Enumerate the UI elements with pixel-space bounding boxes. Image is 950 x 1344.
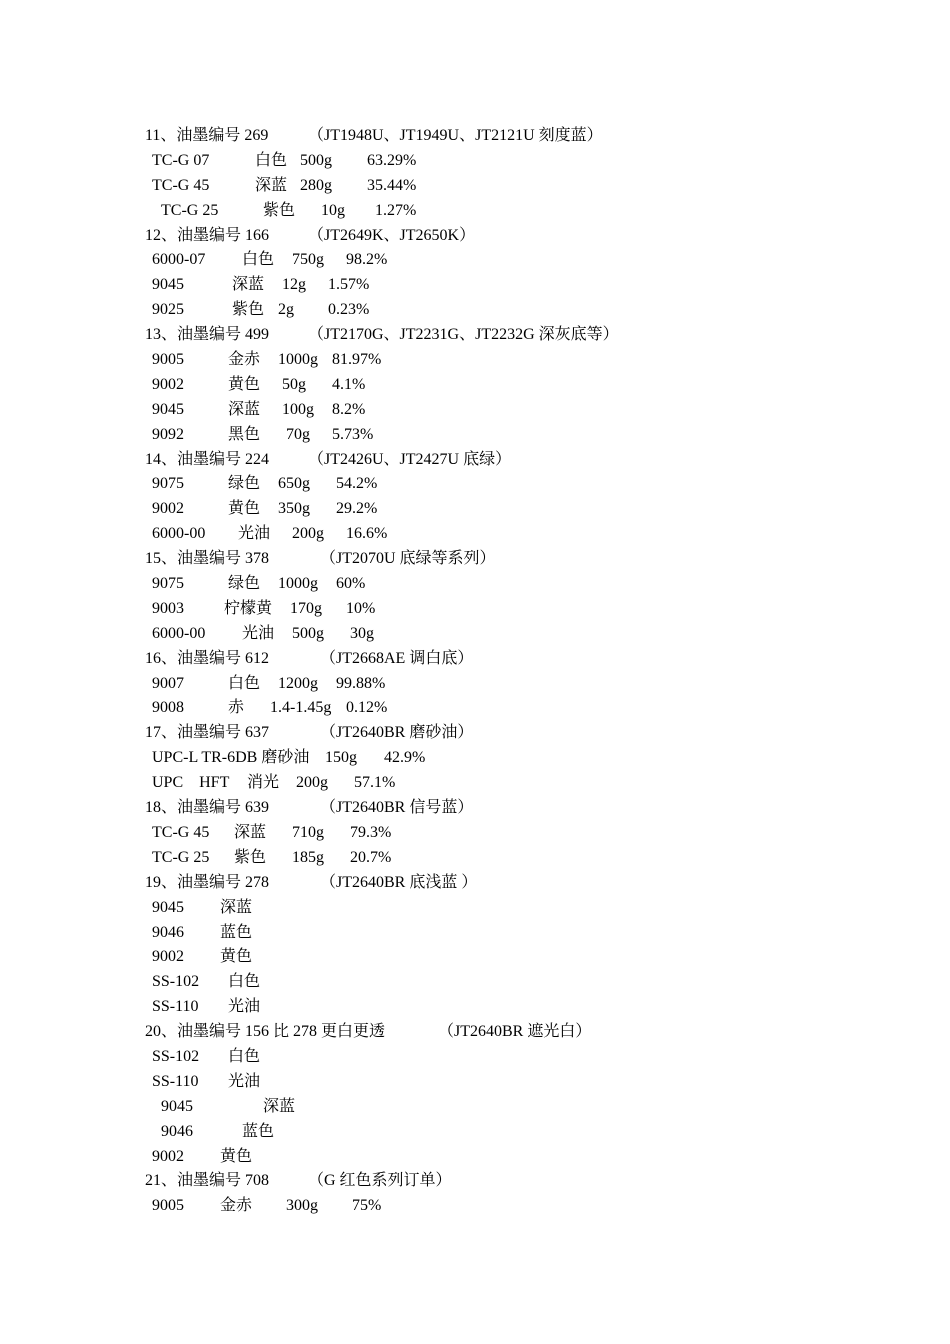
formula-row [145,1145,845,1170]
ink-color: 金赤 [220,1197,253,1215]
formula-row [145,1120,845,1145]
ink-color: 深蓝 [263,1097,296,1115]
ink-color: 光油 [238,525,271,543]
ink-formula-list [145,124,845,1219]
ink-code: TC-G 45 [152,176,210,194]
formula-row [145,921,845,946]
ink-weight: 1.4-1.45g [270,699,332,717]
formula-row [145,1194,845,1219]
ink-weight: 12g [282,276,306,294]
formula-row [145,149,845,174]
ink-weight: 1200g [278,674,318,692]
ink-weight: 150g [325,749,357,767]
formula-title: 15、油墨编号 378 [145,550,270,568]
ink-color: 消光 [247,774,280,792]
ink-code: 9075 [152,475,184,493]
ink-weight: 200g [296,774,328,792]
ink-code: SS-110 [152,998,199,1016]
formula-title: 11、油墨编号 269 [145,127,269,144]
ink-weight: 710g [292,823,324,841]
ink-percent: 79.3% [350,823,392,841]
formula-title: 13、油墨编号 499 [145,326,270,344]
ink-percent: 0.12% [346,699,388,717]
formula-row [145,746,845,771]
ink-weight: 1000g [278,351,318,369]
ink-weight: 200g [292,525,324,543]
formula-row [145,199,845,224]
formula-row [145,348,845,373]
ink-code: 9045 [152,898,184,916]
ink-color: 光油 [228,1072,261,1090]
formula-row [145,423,845,448]
formula-row [145,771,845,796]
formula-row [145,995,845,1020]
ink-percent: 4.1% [332,375,366,393]
ink-color: 深蓝 [220,898,253,916]
formula-row [145,174,845,199]
formula-row [145,522,845,547]
ink-code: 9002 [152,948,184,966]
ink-code: 6000-07 [152,251,206,269]
ink-color: 黄色 [228,375,261,393]
ink-color: 金赤 [228,351,261,369]
formula-row [145,970,845,995]
ink-code: 9002 [152,375,184,393]
ink-percent: 10% [346,599,376,617]
formula-row [145,472,845,497]
ink-weight: 100g [282,400,314,418]
ink-color: 紫色 [234,848,267,866]
ink-code: 9005 [152,351,184,369]
ink-code: 9045 [161,1097,193,1115]
formula-row [145,622,845,647]
formula-title: 12、油墨编号 166 [145,226,270,244]
ink-weight: 500g [300,151,332,169]
ink-code: 9002 [152,500,184,518]
formula-row [145,846,845,871]
ink-color: 白色 [228,973,261,991]
formula-note: （JT2640BR 底浅蓝 ） [320,873,478,891]
ink-percent: 1.57% [328,276,370,294]
ink-color: 光油 [228,998,261,1016]
ink-color: 黄色 [220,948,253,966]
formula-row [145,298,845,323]
ink-code: TC-G 25 [152,848,210,866]
ink-code: 9007 [152,674,184,692]
ink-code: 6000-00 [152,525,206,543]
ink-code: 9008 [152,699,184,717]
section-heading [145,124,845,149]
ink-percent: 1.27% [375,201,417,219]
ink-percent: 0.23% [328,301,370,319]
ink-color: 赤 [228,699,245,717]
ink-weight: 1000g [278,575,318,593]
ink-percent: 60% [336,575,366,593]
ink-code: SS-110 [152,1072,199,1090]
formula-row [145,597,845,622]
formula-row [145,497,845,522]
ink-weight: 185g [292,848,324,866]
ink-color: 柠檬黄 [224,599,273,617]
ink-percent: 29.2% [336,500,378,518]
ink-code: 9045 [152,276,184,294]
ink-percent: 99.88% [336,674,386,692]
formula-title: 21、油墨编号 708 [145,1172,270,1190]
ink-code: UPC-L TR-6DB 磨砂油 [152,749,310,767]
ink-percent: 57.1% [354,774,396,792]
ink-weight: 280g [300,176,332,194]
formula-note: （JT2640BR 信号蓝） [320,799,474,817]
ink-code: SS-102 [152,1047,200,1065]
ink-weight: 70g [286,425,310,443]
formula-row [145,945,845,970]
section-heading [145,871,845,896]
ink-color: 蓝色 [242,1122,275,1140]
section-heading [145,547,845,572]
formula-note: （JT2070U 底绿等系列） [320,550,496,568]
ink-weight: 2g [278,301,294,319]
ink-color: 绿色 [228,575,261,593]
ink-code: 9002 [152,1147,184,1165]
ink-code: 9046 [161,1122,193,1140]
ink-color: 白色 [242,251,275,269]
ink-percent: 81.97% [332,351,382,369]
formula-note: （JT2668AE 调白底） [320,649,474,667]
ink-weight: 10g [321,201,345,219]
ink-weight: 350g [278,500,310,518]
formula-note: （JT2640BR 磨砂油） [320,724,474,742]
formula-title: 18、油墨编号 639 [145,799,270,817]
ink-percent: 63.29% [367,151,417,169]
ink-weight: 750g [292,251,324,269]
ink-color: 蓝色 [220,923,253,941]
ink-code: TC-G 07 [152,151,210,169]
formula-row [145,896,845,921]
section-heading [145,1020,845,1045]
section-heading [145,224,845,249]
ink-code: 9045 [152,400,184,418]
ink-color: 黄色 [228,500,261,518]
ink-color: 紫色 [263,201,296,219]
formula-row [145,572,845,597]
section-heading [145,796,845,821]
ink-color: 白色 [255,151,288,169]
formula-row [145,248,845,273]
ink-weight: 650g [278,475,310,493]
ink-weight: 50g [282,375,306,393]
formula-note: （JT2649K、JT2650K） [308,226,476,244]
ink-color: 绿色 [228,475,261,493]
section-heading [145,323,845,348]
formula-note: （JT2426U、JT2427U 底绿） [308,450,512,468]
ink-color: 深蓝 [234,823,267,841]
formula-title: 14、油墨编号 224 [145,450,270,468]
formula-row [145,398,845,423]
formula-row [145,821,845,846]
ink-code: 9025 [152,301,184,319]
ink-code: UPC HFT [152,774,230,792]
section-heading [145,721,845,746]
ink-percent: 5.73% [332,425,374,443]
section-heading [145,1169,845,1194]
ink-code: 9046 [152,923,184,941]
ink-percent: 42.9% [384,749,426,767]
ink-code: SS-102 [152,973,200,991]
section-heading [145,647,845,672]
ink-percent: 35.44% [367,176,417,194]
ink-code: 9075 [152,575,184,593]
ink-percent: 16.6% [346,525,388,543]
formula-row [145,672,845,697]
formula-row [145,1070,845,1095]
formula-note: （JT2170G、JT2231G、JT2232G 深灰底等） [308,326,619,344]
ink-code: 9005 [152,1197,184,1215]
formula-title: 17、油墨编号 637 [145,724,270,742]
ink-weight: 300g [286,1197,318,1215]
ink-weight: 170g [290,599,322,617]
ink-color: 深蓝 [228,400,261,418]
formula-note: （G 红色系列订单） [308,1172,452,1190]
ink-color: 白色 [228,674,261,692]
ink-color: 紫色 [232,301,265,319]
ink-code: 9003 [152,599,184,617]
formula-title: 19、油墨编号 278 [145,873,270,891]
ink-percent: 98.2% [346,251,388,269]
formula-row [145,273,845,298]
ink-percent: 30g [350,624,374,642]
ink-code: 6000-00 [152,624,206,642]
ink-color: 深蓝 [255,176,288,194]
ink-code: TC-G 25 [161,201,219,219]
formula-row [145,1095,845,1120]
formula-row [145,1045,845,1070]
formula-row [145,373,845,398]
formula-title: 20、油墨编号 156 比 278 更白更透 [145,1023,386,1041]
ink-percent: 54.2% [336,475,378,493]
ink-color: 黄色 [220,1147,253,1165]
ink-code: TC-G 45 [152,823,210,841]
section-heading [145,448,845,473]
ink-color: 白色 [228,1047,261,1065]
ink-percent: 75% [352,1197,382,1215]
ink-color: 深蓝 [232,276,265,294]
formula-title: 16、油墨编号 612 [145,649,270,667]
ink-code: 9092 [152,425,184,443]
ink-color: 光油 [242,624,275,642]
ink-weight: 500g [292,624,324,642]
ink-percent: 8.2% [332,400,366,418]
ink-percent: 20.7% [350,848,392,866]
formula-note: （JT1948U、JT1949U、JT2121U 刻度蓝） [308,127,603,144]
formula-row [145,696,845,721]
formula-note: （JT2640BR 遮光白） [438,1023,592,1041]
ink-color: 黑色 [228,425,261,443]
